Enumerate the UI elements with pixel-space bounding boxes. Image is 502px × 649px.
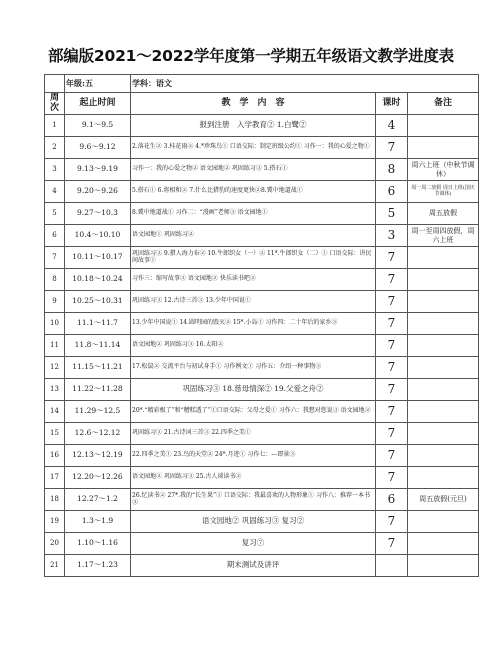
- lesson-content: 巩固练习③ 18.慈母情深② 19.父爱之舟②: [131, 379, 376, 401]
- table-row: [45, 115, 479, 137]
- notes-cell: [408, 555, 479, 577]
- date-range: 12.13～12.19: [65, 445, 131, 467]
- notes-cell: [408, 445, 479, 467]
- week-number: 4: [45, 181, 65, 203]
- week-number: 21: [45, 555, 65, 577]
- date-range: 12.20～12.26: [65, 467, 131, 489]
- notes-cell: 周六上班（中秋节调休）: [408, 159, 479, 181]
- hours-count: 7: [376, 313, 408, 335]
- week-number: 16: [45, 445, 65, 467]
- hours-count: 7: [376, 291, 408, 313]
- week-number: 6: [45, 225, 65, 247]
- table-row: [45, 533, 479, 555]
- lesson-content: 语文园地② 巩固练习③ 复习②: [131, 511, 376, 533]
- date-range: 9.20～9.26: [65, 181, 131, 203]
- hours-count: 7: [376, 335, 408, 357]
- date-range: 11.15～11.21: [65, 357, 131, 379]
- lesson-content: 复习⑦: [131, 533, 376, 555]
- lesson-content: 语文园地② 巩固练习③ 25.古人谈读书②: [131, 467, 376, 489]
- lesson-content: 8.冀中地道战① 习作二：“漫画”老师③ 语文园地①: [131, 203, 376, 225]
- week-number: 1: [45, 115, 65, 137]
- table-row: [45, 401, 479, 423]
- week-number: 10: [45, 313, 65, 335]
- lesson-content: 语文园地② 巩固练习③ 16.太阳②: [131, 335, 376, 357]
- week-number: 8: [45, 269, 65, 291]
- hours-count: 7: [376, 467, 408, 489]
- date-range: 11.22～11.28: [65, 379, 131, 401]
- notes-cell: [408, 115, 479, 137]
- hours-count: 7: [376, 247, 408, 269]
- hours-count: [376, 555, 408, 577]
- date-range: 10.25～10.31: [65, 291, 131, 313]
- notes-cell: [408, 291, 479, 313]
- table-row: [45, 203, 479, 225]
- hours-count: 7: [376, 269, 408, 291]
- lesson-content: 22.四季之美① 23.鸟的天堂② 24*.月迹① 习作七：---即景③: [131, 445, 376, 467]
- date-range: 1.17～1.23: [65, 555, 131, 577]
- notes-cell: [408, 247, 479, 269]
- hours-count: 7: [376, 533, 408, 555]
- notes-cell: [408, 335, 479, 357]
- lesson-content: 期末测试及讲评: [131, 555, 376, 577]
- date-range: 1.10～1.16: [65, 533, 131, 555]
- week-number: 7: [45, 247, 65, 269]
- date-range: 10.4～10.10: [65, 225, 131, 247]
- hours-count: 5: [376, 203, 408, 225]
- table-row: [45, 225, 479, 247]
- table-row: [45, 291, 479, 313]
- table-row: [45, 467, 479, 489]
- week-number: 15: [45, 423, 65, 445]
- table-row: [45, 357, 479, 379]
- date-range: 10.18～10.24: [65, 269, 131, 291]
- notes-cell: [408, 423, 479, 445]
- notes-cell: 周一至周四放假，周六上班: [408, 225, 479, 247]
- lesson-content: 17.松鼠② 交流平台与初试身手① 习作例文① 习作五：介绍一种事物③: [131, 357, 376, 379]
- notes-cell: [408, 533, 479, 555]
- table-row: [45, 137, 479, 159]
- lesson-content: 20*.“精彩极了”和“糟糕透了”①口语交际：父母之爱① 习作六：我想对您说③ 语文园地②: [131, 401, 376, 423]
- date-range: 12.6～12.12: [65, 423, 131, 445]
- week-number: 12: [45, 357, 65, 379]
- week-number: 13: [45, 379, 65, 401]
- table-row: [45, 555, 479, 577]
- date-range: 9.6～9.12: [65, 137, 131, 159]
- date-range: 9.27～10.3: [65, 203, 131, 225]
- lesson-content: 26.忆读书② 27*.我的“长生果”① 口语交际：我最喜欢的人物形象① 习作八：推荐一本书③: [131, 489, 376, 511]
- hours-count: 6: [376, 181, 408, 203]
- lesson-content: 报到注册 入学教育② 1.白鹭②: [131, 115, 376, 137]
- table-row: [45, 159, 479, 181]
- date-range: 9.1～9.5: [65, 115, 131, 137]
- schedule-table: [44, 74, 479, 577]
- lesson-content: 巩固练习③ 9.猎人海力布② 10.牛郎织女（一）② 11*.牛郎织女（二）① 口语交际：讲民间故事①: [131, 247, 376, 269]
- page-title: 部编版2021～2022学年度第一学期五年级语文教学进度表: [48, 47, 454, 65]
- notes-cell: [408, 269, 479, 291]
- table-row: [45, 335, 479, 357]
- header-blank-cell: [45, 75, 65, 93]
- table-row: [45, 489, 479, 511]
- hours-count: 7: [376, 137, 408, 159]
- col-header-hours: 课时: [376, 93, 408, 115]
- notes-cell: [408, 379, 479, 401]
- col-header-content: 教 学 内 容: [131, 93, 376, 115]
- notes-cell: [408, 313, 479, 335]
- notes-cell: [408, 401, 479, 423]
- table-row: [45, 269, 479, 291]
- hours-count: 7: [376, 379, 408, 401]
- week-number: 9: [45, 291, 65, 313]
- hours-count: 7: [376, 511, 408, 533]
- date-range: 10.11～10.17: [65, 247, 131, 269]
- notes-cell: [408, 357, 479, 379]
- hours-count: 8: [376, 159, 408, 181]
- grade-label: 年级:五: [65, 75, 131, 93]
- subject-label: 学科：语文: [131, 75, 479, 93]
- week-number: 5: [45, 203, 65, 225]
- table-row: [45, 445, 479, 467]
- week-number: 18: [45, 489, 65, 511]
- table-row: [45, 511, 479, 533]
- date-range: 1.3～1.9: [65, 511, 131, 533]
- lesson-content: 2.落花生② 3.桂花雨② 4.*珍珠鸟① 口语交际：制定班级公约① 习作一：我的心爱之物①: [131, 137, 376, 159]
- table-row: [45, 379, 479, 401]
- notes-cell: 周五放假: [408, 203, 479, 225]
- col-header-week: 周次: [45, 93, 65, 115]
- notes-cell: [408, 511, 479, 533]
- table-row: [45, 247, 479, 269]
- week-number: 2: [45, 137, 65, 159]
- date-range: 11.8～11.14: [65, 335, 131, 357]
- hours-count: 7: [376, 357, 408, 379]
- lesson-content: 语文园地① 巩固练习②: [131, 225, 376, 247]
- notes-cell: [408, 137, 479, 159]
- week-number: 3: [45, 159, 65, 181]
- col-header-start: 起止时间: [65, 93, 131, 115]
- week-number: 17: [45, 467, 65, 489]
- hours-count: 3: [376, 225, 408, 247]
- hours-count: 7: [376, 445, 408, 467]
- date-range: 12.27～1.2: [65, 489, 131, 511]
- lesson-content: 巩固练习③ 12.古诗三首③ 13.少年中国说①: [131, 291, 376, 313]
- table-row: [45, 423, 479, 445]
- notes-cell: [408, 467, 479, 489]
- hours-count: 7: [376, 423, 408, 445]
- lesson-content: 巩固练习③ 21.古诗词三首③ 22.四季之美①: [131, 423, 376, 445]
- table-row: [45, 313, 479, 335]
- date-range: 11.1～11.7: [65, 313, 131, 335]
- table-row: [45, 181, 479, 203]
- header-row-grade: [45, 75, 479, 93]
- lesson-content: 习作三：缩写故事③ 语文园地② 快乐读书吧②: [131, 269, 376, 291]
- header-row-columns: [45, 93, 479, 115]
- week-number: 19: [45, 511, 65, 533]
- date-range: 11.29～12.5: [65, 401, 131, 423]
- lesson-content: 习作一：我的心爱之物② 语文园地② 巩固练习③ 5.搭石①: [131, 159, 376, 181]
- lesson-content: 13.少年中国说① 14.圆明园的毁灭② 15*.小岛① 习作四：二十年后的家乡③: [131, 313, 376, 335]
- hours-count: 7: [376, 401, 408, 423]
- notes-cell: 周一周二放假 周日上班(国庆节调休): [408, 181, 479, 203]
- week-number: 14: [45, 401, 65, 423]
- hours-count: 4: [376, 115, 408, 137]
- week-number: 11: [45, 335, 65, 357]
- date-range: 9.13～9.19: [65, 159, 131, 181]
- notes-cell: 周五放假(元旦): [408, 489, 479, 511]
- hours-count: 6: [376, 489, 408, 511]
- week-number: 20: [45, 533, 65, 555]
- col-header-notes: 备注: [408, 93, 479, 115]
- lesson-content: 5.搭石① 6.将相和② 7.什么比猎豹的速度更快②8.冀中地道战①: [131, 181, 376, 203]
